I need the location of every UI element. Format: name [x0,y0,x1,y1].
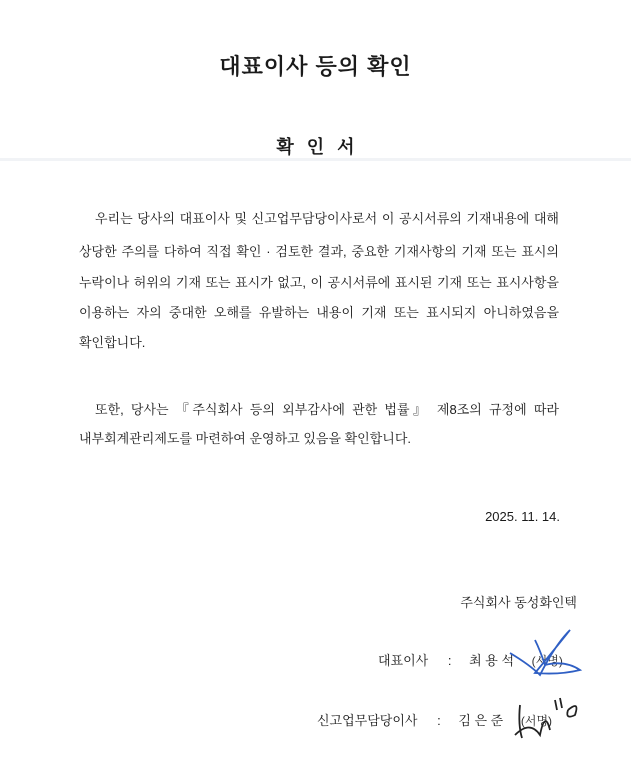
signatory-name: 최 용 석 [469,653,515,668]
separator: : [447,653,452,668]
paragraph1-line: 우리는 당사의 대표이사 및 신고업무담당이사로서 이 공시서류의 기재내용에 대해 [95,211,559,226]
paragraph1-line: 이용하는 자의 중대한 오해를 유발하는 내용이 기재 또는 표시되지 아니하였음을 [79,305,559,320]
signatory-name: 김 은 준 [458,713,504,728]
paragraph1-line: 확인합니다. [79,335,146,350]
paragraph2-line: 내부회계관리제도를 마련하여 운영하고 있음을 확인합니다. [79,431,412,446]
separator: : [437,713,441,728]
signatory-role: 신고업무담당이사 [317,713,418,728]
document-subtitle: 확 인 서 [276,137,355,157]
paragraph1-line: 상당한 주의를 다하여 직접 확인 · 검토한 결과, 중요한 기재사항의 기재 또는 표시의 [79,244,559,259]
company-name: 주식회사 동성화인텍 [460,595,577,610]
document-title: 대표이사 등의 확인 [219,54,412,79]
paragraph2-line: 또한, 당사는 『주식회사 등의 외부감사에 관한 법률』 제8조의 규정에 따라 [95,402,559,417]
divider [0,158,631,161]
signature-mark: (서명) [531,654,563,668]
signatory-role: 대표이사 [378,653,429,668]
signature-mark: (서명) [520,714,553,728]
signature-ceo-icon [505,625,590,685]
document-date: 2025. 11. 14. [485,509,560,524]
paragraph1-line: 누락이나 허위의 기재 또는 표시가 없고, 이 공시서류에 표시된 기재 또는 표시사항을 [79,275,559,290]
signature-officer-icon [510,690,585,745]
